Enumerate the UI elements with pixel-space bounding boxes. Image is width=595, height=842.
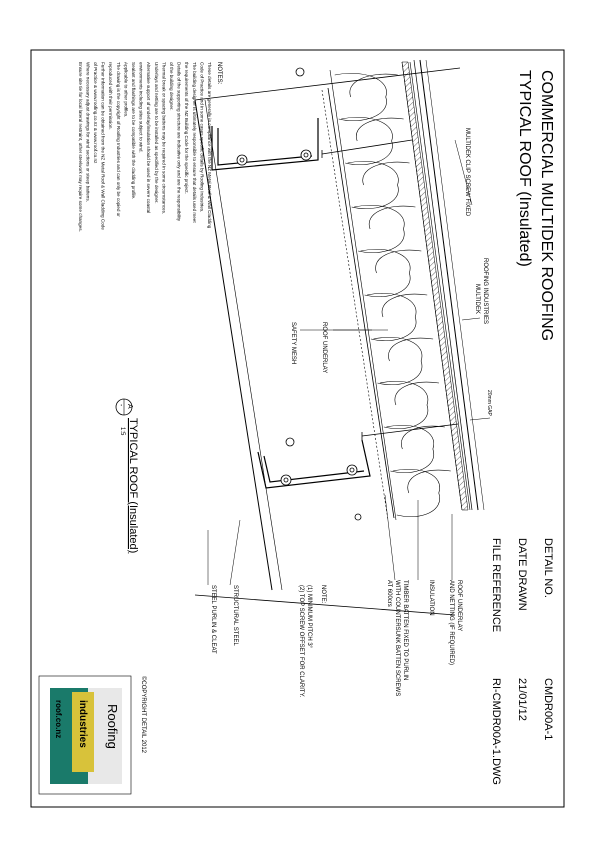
callout-clip-screw-text: MULTIDEK CLIP SCREW FIXED <box>464 128 470 217</box>
pitch-note-heading: NOTE: <box>320 585 326 604</box>
section-tag-scale: 1:5 <box>119 427 125 436</box>
lower-purlin <box>258 440 370 488</box>
general-notes-line: Applicable to other profiles. <box>123 62 129 118</box>
section-tag-letter: A <box>126 404 133 409</box>
callout-batten <box>386 580 408 696</box>
logo-bottom-text: roof.co.nz <box>54 700 63 739</box>
general-notes-line: of the building designer. <box>169 62 174 111</box>
callout-insulation <box>428 580 434 616</box>
roof-underlay-line <box>328 88 394 518</box>
section-tag-number: - <box>117 404 124 407</box>
general-notes-line: The drawing is the copyright of Roofing Industries and can only be copied or <box>115 62 121 217</box>
callout-structural-steel-text: STRUCTURAL STEEL <box>232 585 238 646</box>
callout-roofing-line-2: MULTIDEK <box>474 284 480 314</box>
callout-underlay-netting-1: ROOF UNDERLAY <box>456 580 462 632</box>
file-reference-value: RI-CMDR00A-1.DWG <box>490 678 502 785</box>
callout-roof-underlay-text: ROOF UNDERLAY <box>321 322 327 374</box>
callout-insulation-text: INSULATION <box>428 580 434 616</box>
structural-steel-line <box>195 100 272 590</box>
section-tag <box>116 399 139 553</box>
title-line-2: TYPICAL ROOF (Insulated) <box>516 70 533 267</box>
title-line-1: COMMERCIAL MULTIDEK ROOFING <box>538 70 555 342</box>
logo-top-text: Roofing <box>105 704 120 749</box>
callout-gap <box>486 390 492 417</box>
general-notes-line: Thermal break or spacing battens may be required in some circumstances. <box>161 62 167 215</box>
callout-steel-purlin-text: STEEL PURLIN & CLEAT <box>210 585 216 654</box>
title-block <box>490 538 554 785</box>
insulation-loop <box>341 117 392 164</box>
copyright-text: ©COPYRIGHT DETAIL 2012 <box>140 676 146 754</box>
callout-batten-1: TIMBER BATTEN FIXED TO PURLIN <box>402 580 408 681</box>
insulation-loop <box>367 293 416 340</box>
general-notes-heading: NOTES: <box>216 62 222 85</box>
callout-underlay-netting-2: AND NETTING (IF REQUIRED) <box>448 580 454 665</box>
callout-safety-mesh <box>290 322 296 364</box>
upper-purlin <box>212 118 318 170</box>
pitch-note-line-1: (1) MINIMUM PITCH 3° <box>306 585 312 649</box>
general-notes <box>78 62 222 232</box>
multidek-sheet-inner <box>414 60 472 510</box>
insulation-loop <box>380 381 428 428</box>
date-label: DATE DRAWN <box>516 538 528 611</box>
general-notes-line: Underlays and netting are to be installed as specified by the designer. <box>153 62 159 204</box>
callout-structural-steel <box>232 585 238 646</box>
insulation-loop <box>361 249 411 296</box>
general-notes-line: Where necessary adjust drawings for wind sections or steep battens. <box>85 62 91 202</box>
general-notes-line: Code of Practice and in some cases specific details by Roofing Industries. <box>199 62 205 213</box>
general-notes-line: The building designer is ultimately responsible to ensure that details used meet <box>191 62 197 223</box>
netting-line <box>410 62 470 510</box>
callout-roofing <box>474 258 488 324</box>
general-notes-line: environments including sites subject to wind. <box>138 62 144 153</box>
clip-screw-1 <box>322 140 412 158</box>
general-notes-line: These details are generally in compliance with the NZ Metal Roof & Wall Cladding <box>207 62 212 229</box>
callout-batten-3: AT 600crs <box>386 580 392 607</box>
detail-no-value: CMDR00A-1 <box>542 678 554 741</box>
general-notes-line: the requirements of the NZ Building Code for the specific project. <box>184 62 190 194</box>
safety-mesh-line <box>322 90 388 520</box>
callout-underlay-netting <box>448 580 462 665</box>
pitch-note <box>298 585 326 698</box>
callout-roof-underlay <box>321 322 327 373</box>
insulation-loop <box>354 205 404 252</box>
date-value: 21/01/12 <box>516 678 528 721</box>
insulation-loop <box>373 337 422 384</box>
callout-safety-mesh-text: SAFETY MESH <box>290 322 296 365</box>
callout-gap-text: 20mm GAP <box>486 390 492 416</box>
section-tag-caption: TYPICAL ROOF (Insulated) <box>127 418 139 554</box>
general-notes-line: reproduced with their permission. <box>108 62 114 130</box>
drawing-title <box>516 70 555 341</box>
detail-no-label: DETAIL NO. <box>542 538 554 598</box>
callout-roofing-line-1: ROOFING INDUSTRIES <box>482 258 488 325</box>
frame-top <box>195 68 460 100</box>
logo-middle-text: industries <box>77 700 88 748</box>
insulation-loop <box>348 161 399 208</box>
clip-screw-2 <box>362 424 458 440</box>
callout-clip-screw <box>464 128 470 217</box>
general-notes-line: Ensure site tie for local lateral restraint, other steelwork may require some changes. <box>77 62 83 232</box>
callout-batten-2: WITH COUNTERSUNK BATTEN SCREWS <box>394 580 400 697</box>
file-reference-label: FILE REFERENCE <box>490 538 502 633</box>
company-logo <box>39 676 131 794</box>
structural-steel-line-2 <box>205 100 282 590</box>
general-notes-line: Alternative support of underlay/insulation should be used in severe coastal <box>146 62 152 214</box>
insulation-edge-lower <box>330 70 396 520</box>
pitch-note-line-2: (2) TOP SCREW OFFSET FOR CLARITY. <box>298 585 304 698</box>
general-notes-line: of Practice & www.roofing.co.nz & www.roof.co.nz <box>93 62 98 164</box>
insulation-loop <box>393 469 440 516</box>
copyright <box>140 676 147 754</box>
callout-steel-purlin <box>210 585 216 654</box>
general-notes-line: Details of the supporting structure are indicative only and are the responsibility <box>176 62 182 222</box>
upper-cleat-bolts <box>237 68 311 165</box>
general-notes-line: Further information can be obtained from the NZ Metal Roof & Wall Cladding Code <box>100 62 106 230</box>
general-notes-line: Sealant and flashings are to be compatible with the cladding profile. <box>131 62 136 200</box>
